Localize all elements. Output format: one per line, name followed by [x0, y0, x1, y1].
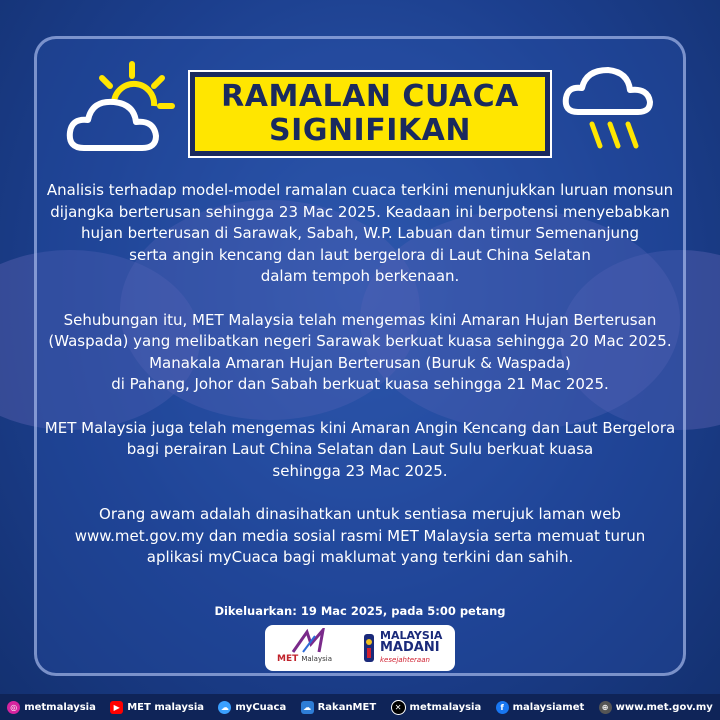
madani-emblem-icon [361, 632, 377, 664]
text-line: (Waspada) yang melibatkan negeri Sarawak berkuat kuasa sehingga 20 Mac 2025. [48, 332, 672, 350]
text-line: serta angin kencang dan laut bergelora di Laut China Selatan [129, 245, 591, 264]
facebook-icon: f [496, 701, 509, 714]
met-logo-subtext: Malaysia [301, 655, 332, 663]
mycuaca-icon: ☁ [218, 701, 231, 714]
madani-line-2: MADANI [380, 640, 440, 655]
text-line: hujan berterusan di Sarawak, Sabah, W.P. Labuan dan timur Semenanjung [80, 224, 640, 242]
footer-label: metmalaysia [409, 701, 482, 713]
text-line: bagi perairan Laut China Selatan dan Laut Sulu berkuat kuasa [126, 440, 594, 458]
footer-label: www.met.gov.my [615, 701, 713, 713]
text-line: Analisis terhadap model-model ramalan cuaca terkini menunjukkan luruan monsun [46, 181, 674, 199]
footer-item-rakanmet[interactable] [301, 701, 377, 714]
paragraph-forecast [40, 180, 680, 288]
footer-label: malaysiamet [512, 701, 585, 713]
met-swoosh-icon [289, 628, 339, 654]
instagram-icon: ◎ [7, 701, 20, 714]
footer-item-instagram[interactable] [7, 701, 96, 714]
footer-label: MET malaysia [127, 701, 205, 713]
sun-cloud-icon [62, 58, 182, 158]
rakanmet-icon: ☁ [301, 701, 314, 714]
globe-icon: ⊕ [599, 701, 612, 714]
youtube-icon: ▶ [110, 701, 123, 714]
announcement-body [40, 180, 680, 591]
paragraph-wind-warning [40, 418, 680, 483]
text-line: dalam tempoh berkenaan. [260, 267, 460, 285]
text-line: di Pahang, Johor dan Sabah berkuat kuasa sehingga 21 Mac 2025. [111, 375, 609, 393]
issued-date: Dikeluarkan: 19 Mac 2025, pada 5:00 petang [214, 604, 506, 618]
title-line-1: RAMALAN CUACA [221, 79, 519, 114]
logo-strip [265, 625, 455, 671]
footer-label: myCuaca [235, 701, 287, 713]
paragraph-rain-warning [40, 310, 680, 396]
footer-item-mycuaca[interactable] [218, 701, 286, 714]
paragraph-advice [40, 504, 680, 569]
text-line: www.met.gov.my dan media sosial rasmi MET Malaysia serta memuat turun [74, 526, 646, 545]
footer-label: RakanMET [317, 701, 377, 713]
social-footer [0, 694, 720, 720]
footer-item-youtube[interactable] [110, 701, 204, 714]
malaysia-madani-logo [361, 630, 442, 666]
title-line-2: SIGNIFIKAN [269, 113, 471, 148]
footer-item-website[interactable] [599, 701, 713, 714]
met-logo-text: MET [277, 654, 299, 664]
text-line: Sehubungan itu, MET Malaysia telah mengemas kini Amaran Hujan Berterusan [63, 310, 657, 329]
text-line: Manakala Amaran Hujan Berterusan (Buruk & Waspada) [149, 353, 571, 372]
met-malaysia-logo [273, 628, 355, 668]
x-icon: ✕ [391, 700, 406, 715]
title-banner [190, 72, 550, 156]
text-line: MET Malaysia juga telah mengemas kini Amaran Angin Kencang dan Laut Bergelora [44, 418, 676, 437]
rain-cloud-icon [560, 62, 660, 162]
madani-tagline: kesejahteraan [380, 656, 430, 664]
text-line: aplikasi myCuaca bagi maklumat yang terkini dan sahih. [146, 548, 574, 566]
footer-item-x[interactable] [391, 700, 482, 715]
madani-line-1: MALAYSIA [380, 629, 443, 642]
footer-label: metmalaysia [24, 701, 96, 713]
text-line: dijangka berterusan sehingga 23 Mac 2025. Keadaan ini berpotensi menyebabkan [50, 202, 670, 221]
text-line: Orang awam adalah dinasihatkan untuk sentiasa merujuk laman web [99, 505, 621, 523]
footer-item-facebook[interactable] [496, 701, 585, 714]
text-line: sehingga 23 Mac 2025. [272, 461, 448, 480]
